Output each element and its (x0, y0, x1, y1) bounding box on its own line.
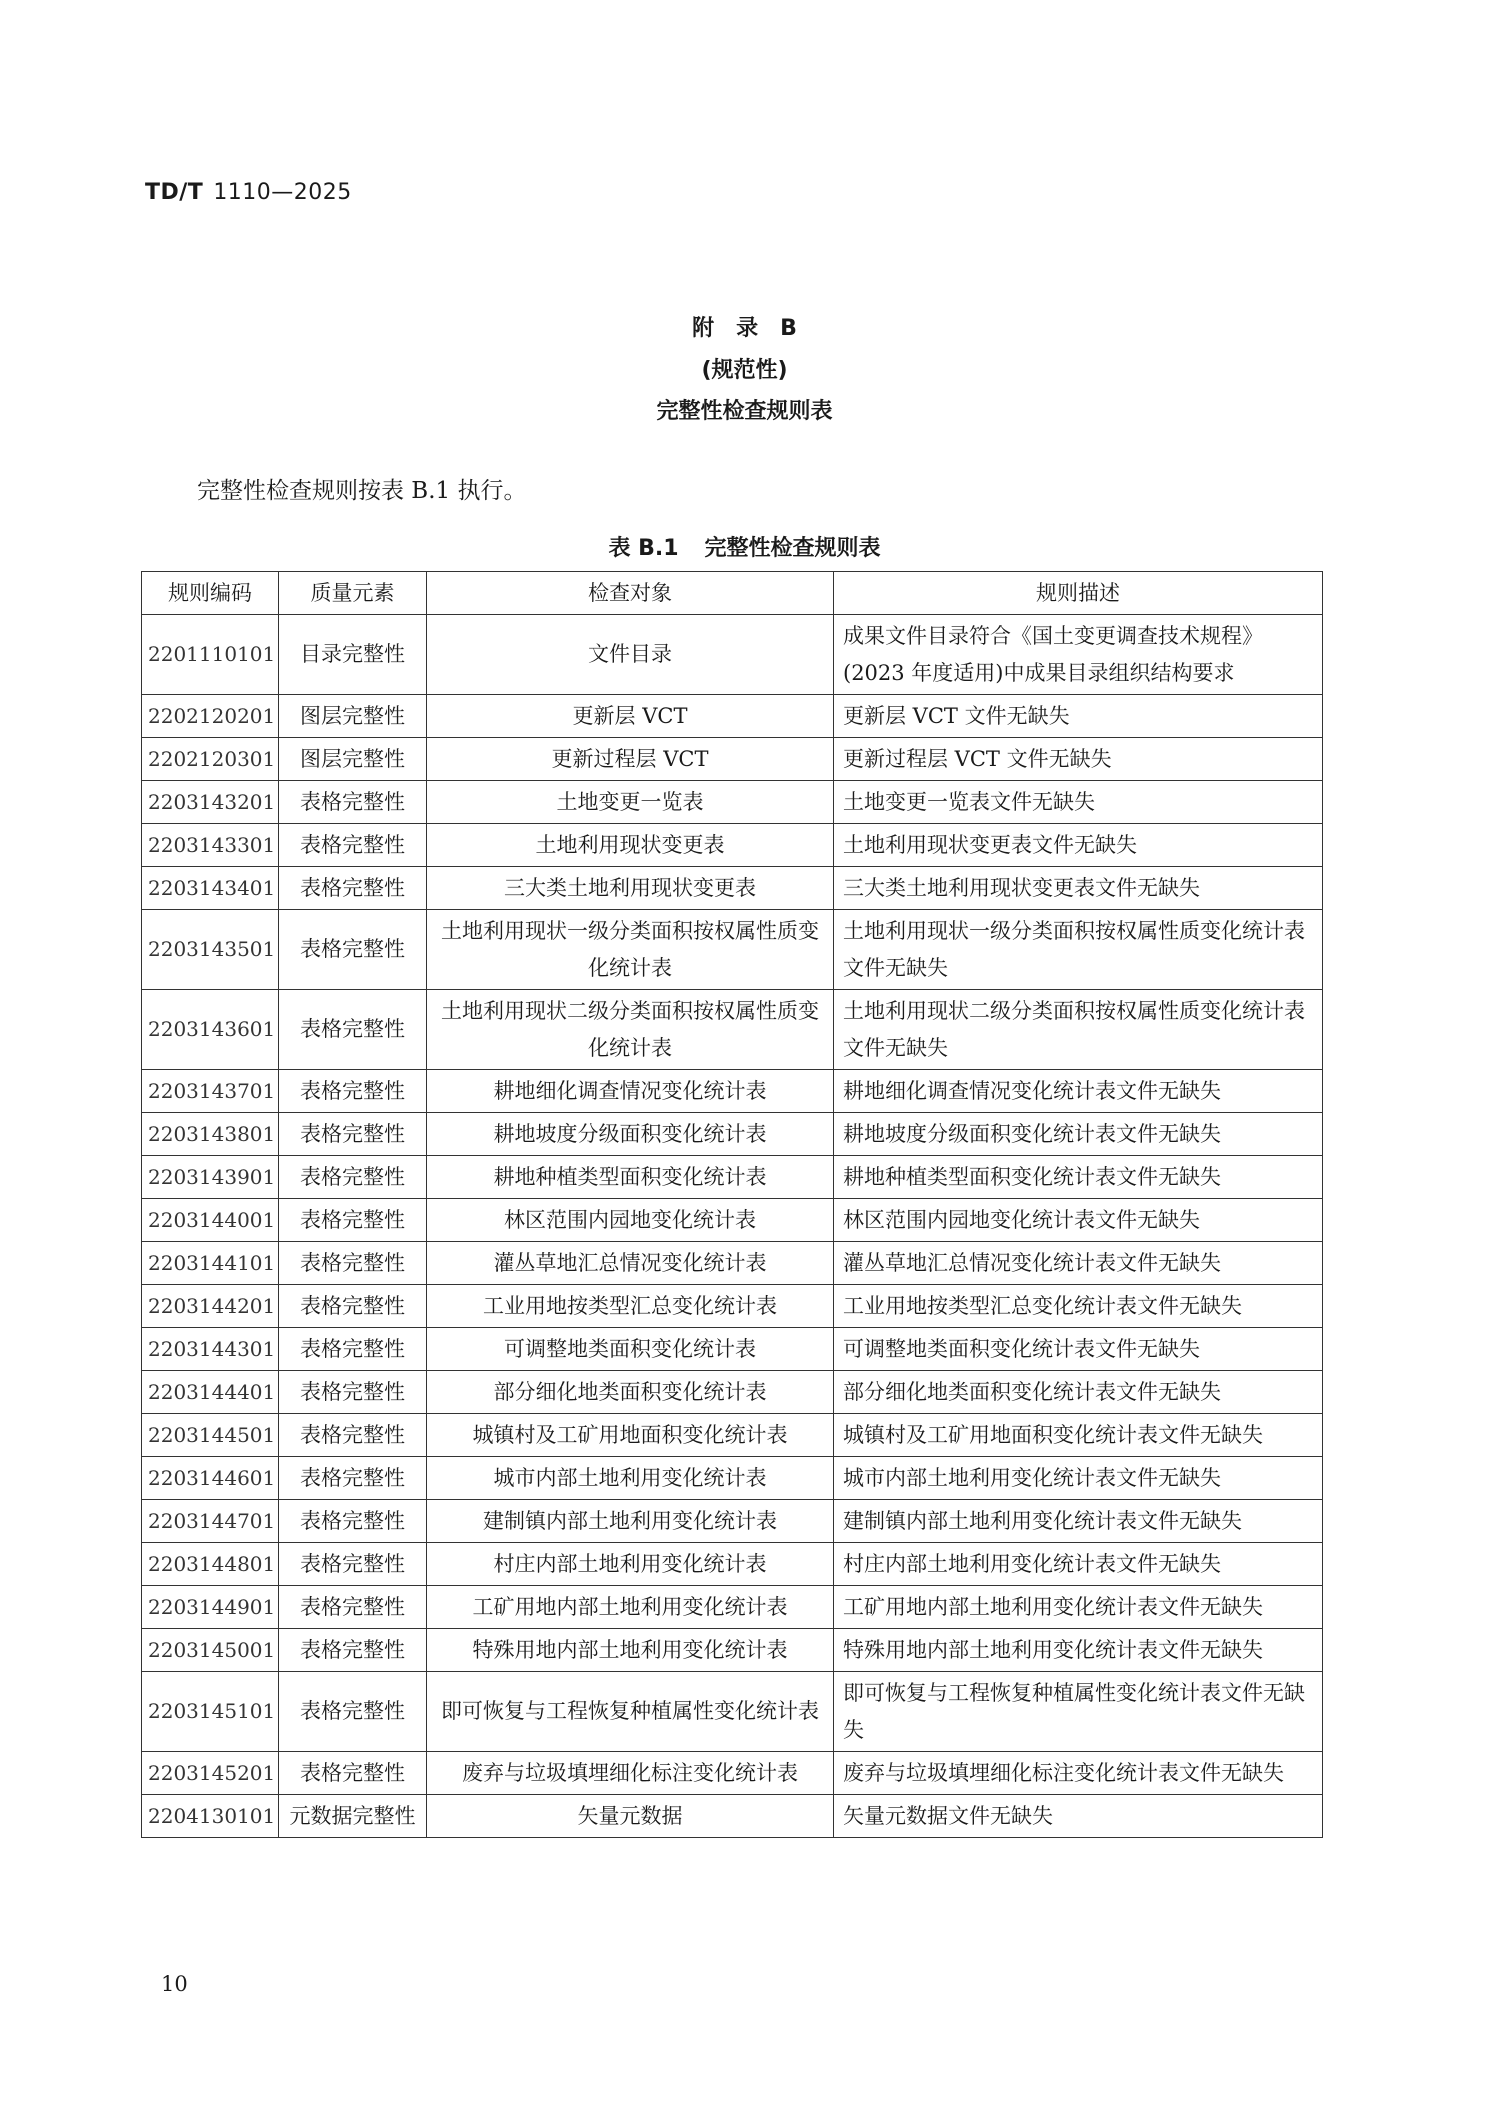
check-object: 耕地坡度分级面积变化统计表 (427, 1113, 834, 1156)
check-object: 土地利用现状变更表 (427, 824, 834, 867)
table-row (142, 990, 1323, 1070)
rule-description: 部分细化地类面积变化统计表文件无缺失 (834, 1371, 1323, 1414)
table-row (142, 1752, 1323, 1795)
check-object: 土地利用现状一级分类面积按权属性质变化统计表 (427, 910, 834, 990)
rule-description: 耕地坡度分级面积变化统计表文件无缺失 (834, 1113, 1323, 1156)
quality-element: 表格完整性 (279, 1457, 427, 1500)
table-row (142, 1371, 1323, 1414)
rule-code: 2203145201 (142, 1752, 279, 1795)
check-object: 土地变更一览表 (427, 781, 834, 824)
rule-description: 耕地细化调查情况变化统计表文件无缺失 (834, 1070, 1323, 1113)
rule-code: 2203144901 (142, 1586, 279, 1629)
quality-element: 表格完整性 (279, 1113, 427, 1156)
table-row (142, 1070, 1323, 1113)
rule-code: 2201110101 (142, 615, 279, 695)
check-object: 即可恢复与工程恢复种植属性变化统计表 (427, 1672, 834, 1752)
table-row (142, 738, 1323, 781)
quality-element: 表格完整性 (279, 1586, 427, 1629)
table-row (142, 1457, 1323, 1500)
rule-code: 2202120301 (142, 738, 279, 781)
rule-code: 2203144001 (142, 1199, 279, 1242)
check-object: 三大类土地利用现状变更表 (427, 867, 834, 910)
rule-description: 村庄内部土地利用变化统计表文件无缺失 (834, 1543, 1323, 1586)
table-row (142, 1199, 1323, 1242)
standard-code (145, 180, 352, 205)
table-row (142, 1543, 1323, 1586)
check-object: 更新过程层 VCT (427, 738, 834, 781)
table-row (142, 1500, 1323, 1543)
quality-element: 表格完整性 (279, 1752, 427, 1795)
check-object: 部分细化地类面积变化统计表 (427, 1371, 834, 1414)
rule-description: 土地利用现状二级分类面积按权属性质变化统计表文件无缺失 (834, 990, 1323, 1070)
rule-code: 2203144501 (142, 1414, 279, 1457)
rule-code: 2204130101 (142, 1795, 279, 1838)
quality-element: 元数据完整性 (279, 1795, 427, 1838)
intro-paragraph: 完整性检查规则按表 B.1 执行。 (197, 478, 527, 504)
quality-element: 表格完整性 (279, 910, 427, 990)
table-row (142, 615, 1323, 695)
check-object: 特殊用地内部土地利用变化统计表 (427, 1629, 834, 1672)
table-row (142, 1795, 1323, 1838)
check-object: 耕地种植类型面积变化统计表 (427, 1156, 834, 1199)
rule-description: 城市内部土地利用变化统计表文件无缺失 (834, 1457, 1323, 1500)
rule-description: 更新过程层 VCT 文件无缺失 (834, 738, 1323, 781)
rule-description: 三大类土地利用现状变更表文件无缺失 (834, 867, 1323, 910)
rule-code: 2203144201 (142, 1285, 279, 1328)
quality-element: 目录完整性 (279, 615, 427, 695)
table-row (142, 867, 1323, 910)
quality-element: 表格完整性 (279, 1328, 427, 1371)
rule-code: 2203144601 (142, 1457, 279, 1500)
rule-code: 2203145001 (142, 1629, 279, 1672)
page-number: 10 (161, 1972, 188, 1996)
rule-code: 2203144401 (142, 1371, 279, 1414)
check-object: 废弃与垃圾填埋细化标注变化统计表 (427, 1752, 834, 1795)
rule-description: 工矿用地内部土地利用变化统计表文件无缺失 (834, 1586, 1323, 1629)
table-row (142, 781, 1323, 824)
table-caption (0, 531, 1489, 562)
check-object: 城镇村及工矿用地面积变化统计表 (427, 1414, 834, 1457)
rule-description: 矢量元数据文件无缺失 (834, 1795, 1323, 1838)
column-header: 质量元素 (279, 572, 427, 615)
rule-code: 2203143601 (142, 990, 279, 1070)
quality-element: 图层完整性 (279, 695, 427, 738)
check-object: 村庄内部土地利用变化统计表 (427, 1543, 834, 1586)
quality-element: 表格完整性 (279, 1414, 427, 1457)
column-header: 规则编码 (142, 572, 279, 615)
table-caption-label: 表 B.1 (608, 536, 679, 561)
rule-description: 工业用地按类型汇总变化统计表文件无缺失 (834, 1285, 1323, 1328)
check-object: 建制镇内部土地利用变化统计表 (427, 1500, 834, 1543)
rules-table-body (142, 615, 1323, 1838)
table-header-row (142, 572, 1323, 615)
rule-code: 2202120201 (142, 695, 279, 738)
appendix-type: (规范性) (701, 358, 788, 383)
standard-prefix: TD/T (145, 180, 204, 205)
table-row (142, 1285, 1323, 1328)
rule-description: 废弃与垃圾填埋细化标注变化统计表文件无缺失 (834, 1752, 1323, 1795)
rule-description: 灌丛草地汇总情况变化统计表文件无缺失 (834, 1242, 1323, 1285)
table-row (142, 1629, 1323, 1672)
check-object: 林区范围内园地变化统计表 (427, 1199, 834, 1242)
check-object: 更新层 VCT (427, 695, 834, 738)
quality-element: 表格完整性 (279, 1371, 427, 1414)
table-row (142, 1242, 1323, 1285)
check-object: 工矿用地内部土地利用变化统计表 (427, 1586, 834, 1629)
quality-element: 表格完整性 (279, 1672, 427, 1752)
check-object: 城市内部土地利用变化统计表 (427, 1457, 834, 1500)
rule-code: 2203143201 (142, 781, 279, 824)
quality-element: 表格完整性 (279, 1156, 427, 1199)
quality-element: 表格完整性 (279, 781, 427, 824)
rule-code: 2203144801 (142, 1543, 279, 1586)
quality-element: 表格完整性 (279, 824, 427, 867)
rule-code: 2203144301 (142, 1328, 279, 1371)
table-row (142, 1156, 1323, 1199)
rule-code: 2203143501 (142, 910, 279, 990)
check-object: 耕地细化调查情况变化统计表 (427, 1070, 834, 1113)
column-header: 规则描述 (834, 572, 1323, 615)
rule-description: 土地变更一览表文件无缺失 (834, 781, 1323, 824)
table-row (142, 1414, 1323, 1457)
rule-code: 2203143701 (142, 1070, 279, 1113)
check-object: 土地利用现状二级分类面积按权属性质变化统计表 (427, 990, 834, 1070)
quality-element: 表格完整性 (279, 990, 427, 1070)
quality-element: 表格完整性 (279, 1500, 427, 1543)
table-row (142, 1328, 1323, 1371)
quality-element: 表格完整性 (279, 867, 427, 910)
rule-description: 林区范围内园地变化统计表文件无缺失 (834, 1199, 1323, 1242)
quality-element: 表格完整性 (279, 1242, 427, 1285)
table-row (142, 695, 1323, 738)
rule-description: 可调整地类面积变化统计表文件无缺失 (834, 1328, 1323, 1371)
rule-description: 土地利用现状变更表文件无缺失 (834, 824, 1323, 867)
quality-element: 表格完整性 (279, 1629, 427, 1672)
quality-element: 表格完整性 (279, 1285, 427, 1328)
appendix-name: 完整性检查规则表 (656, 399, 833, 424)
rule-description: 特殊用地内部土地利用变化统计表文件无缺失 (834, 1629, 1323, 1672)
rule-code: 2203143401 (142, 867, 279, 910)
rule-description: 更新层 VCT 文件无缺失 (834, 695, 1323, 738)
quality-element: 表格完整性 (279, 1199, 427, 1242)
rule-description: 即可恢复与工程恢复种植属性变化统计表文件无缺失 (834, 1672, 1323, 1752)
appendix-title: 附录B (692, 316, 819, 341)
rule-code: 2203143301 (142, 824, 279, 867)
check-object: 灌丛草地汇总情况变化统计表 (427, 1242, 834, 1285)
column-header: 检查对象 (427, 572, 834, 615)
check-object: 文件目录 (427, 615, 834, 695)
rule-description: 城镇村及工矿用地面积变化统计表文件无缺失 (834, 1414, 1323, 1457)
standard-number: 1110—2025 (213, 180, 352, 205)
table-row (142, 910, 1323, 990)
rule-description: 建制镇内部土地利用变化统计表文件无缺失 (834, 1500, 1323, 1543)
table-caption-title: 完整性检查规则表 (704, 536, 881, 561)
table-row (142, 1672, 1323, 1752)
check-object: 矢量元数据 (427, 1795, 834, 1838)
table-row (142, 1113, 1323, 1156)
table-row (142, 1586, 1323, 1629)
quality-element: 图层完整性 (279, 738, 427, 781)
table-row (142, 824, 1323, 867)
check-object: 工业用地按类型汇总变化统计表 (427, 1285, 834, 1328)
rule-description: 耕地种植类型面积变化统计表文件无缺失 (834, 1156, 1323, 1199)
rule-code: 2203145101 (142, 1672, 279, 1752)
quality-element: 表格完整性 (279, 1543, 427, 1586)
rule-code: 2203144101 (142, 1242, 279, 1285)
rule-description: 成果文件目录符合《国土变更调查技术规程》(2023 年度适用)中成果目录组织结构要求 (834, 615, 1323, 695)
rule-code: 2203143801 (142, 1113, 279, 1156)
rule-description: 土地利用现状一级分类面积按权属性质变化统计表文件无缺失 (834, 910, 1323, 990)
rule-code: 2203144701 (142, 1500, 279, 1543)
rule-code: 2203143901 (142, 1156, 279, 1199)
quality-element: 表格完整性 (279, 1070, 427, 1113)
rules-table (141, 571, 1323, 1838)
check-object: 可调整地类面积变化统计表 (427, 1328, 834, 1371)
